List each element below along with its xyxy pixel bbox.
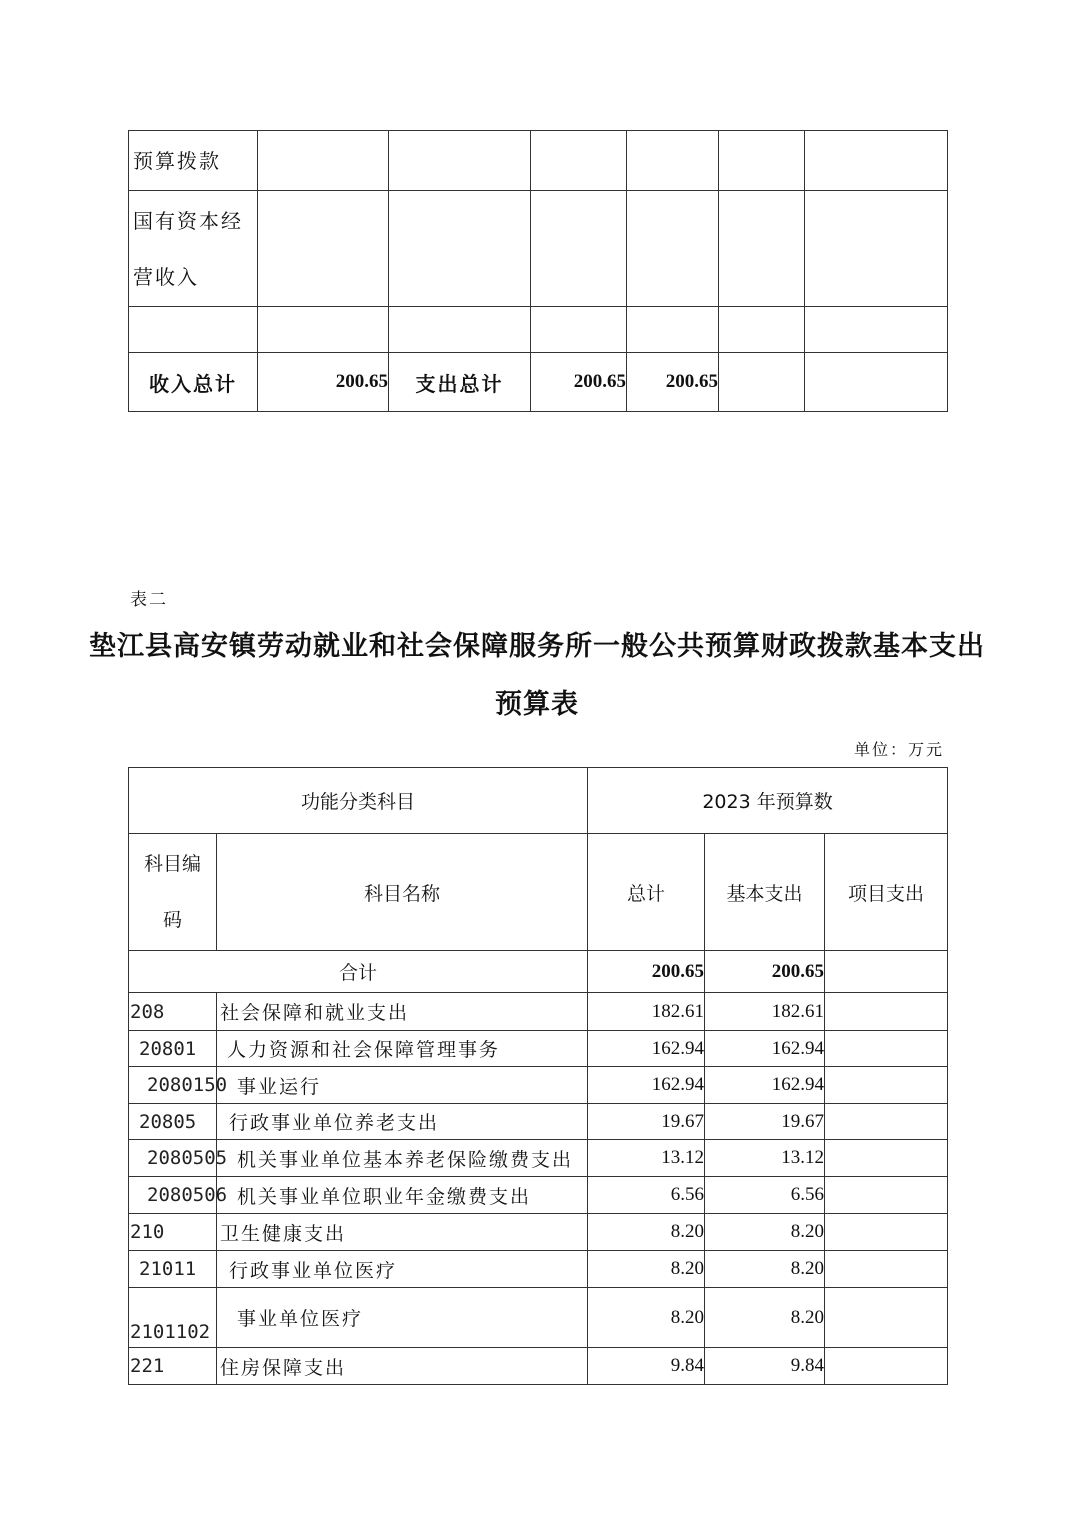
sum-basic: 200.65	[705, 951, 825, 993]
table-row	[129, 1251, 948, 1288]
row-label: 国有资本经 营收入	[129, 191, 258, 307]
table-row	[129, 1177, 948, 1214]
value-total: 6.56	[588, 1177, 705, 1214]
header-row	[129, 768, 948, 834]
table-row	[129, 1140, 948, 1177]
value-basic: 19.67	[705, 1104, 825, 1140]
table-row	[129, 1104, 948, 1140]
value-basic: 8.20	[705, 1214, 825, 1251]
column-header-total: 总计	[588, 834, 705, 951]
value-project	[825, 1104, 948, 1140]
value-project	[825, 993, 948, 1031]
table-row	[129, 1031, 948, 1067]
subject-code: 210	[129, 1214, 217, 1251]
table-row	[129, 307, 948, 353]
page-title: 垫江县高安镇劳动就业和社会保障服务所一般公共预算财政拨款基本支出	[89, 631, 985, 662]
subject-name: 机关事业单位职业年金缴费支出	[217, 1177, 588, 1214]
value-project	[825, 1031, 948, 1067]
value-basic: 13.12	[705, 1140, 825, 1177]
header-row	[129, 834, 948, 951]
table-row	[129, 1288, 948, 1348]
sum-total: 200.65	[588, 951, 705, 993]
income-total-value: 200.65	[258, 353, 389, 412]
total-row	[129, 353, 948, 412]
table-row	[129, 1214, 948, 1251]
column-header-project: 项目支出	[825, 834, 948, 951]
value-total: 182.61	[588, 993, 705, 1031]
table-row	[129, 191, 948, 307]
value-total: 8.20	[588, 1214, 705, 1251]
value-total: 8.20	[588, 1251, 705, 1288]
column-group-header: 2023 年预算数	[588, 768, 948, 834]
income-expense-table	[128, 130, 948, 412]
expense-total-label: 支出总计	[389, 353, 531, 412]
subject-name: 行政事业单位医疗	[217, 1251, 588, 1288]
column-group-header: 功能分类科目	[129, 768, 588, 834]
income-total-label: 收入总计	[129, 353, 258, 412]
table-row	[129, 993, 948, 1031]
subject-name: 事业运行	[217, 1067, 588, 1104]
subject-code: 20805	[129, 1104, 217, 1140]
table-row	[129, 131, 948, 191]
column-header-name: 科目名称	[217, 834, 588, 951]
subject-name: 人力资源和社会保障管理事务	[217, 1031, 588, 1067]
subject-name: 住房保障支出	[217, 1348, 588, 1385]
value-total: 9.84	[588, 1348, 705, 1385]
value-project	[825, 1140, 948, 1177]
subject-code: 20801	[129, 1031, 217, 1067]
subject-code: 2101102	[129, 1288, 217, 1348]
unit-label: 单位：万元	[853, 740, 944, 759]
table-row	[129, 1067, 948, 1104]
value-project	[825, 1348, 948, 1385]
subject-code: 2080150	[129, 1067, 217, 1104]
subject-code: 208	[129, 993, 217, 1031]
subject-code: 21011	[129, 1251, 217, 1288]
value-total: 19.67	[588, 1104, 705, 1140]
expense-total-value: 200.65	[627, 353, 719, 412]
subject-name: 行政事业单位养老支出	[217, 1104, 588, 1140]
value-total: 13.12	[588, 1140, 705, 1177]
value-basic: 182.61	[705, 993, 825, 1031]
row-label: 预算拨款	[129, 131, 258, 191]
value-total: 162.94	[588, 1067, 705, 1104]
sum-label: 合计	[129, 951, 588, 993]
value-total: 162.94	[588, 1031, 705, 1067]
value-project	[825, 1251, 948, 1288]
value-basic: 8.20	[705, 1251, 825, 1288]
value-project	[825, 1067, 948, 1104]
value-project	[825, 1288, 948, 1348]
column-header-code: 科目编 码	[129, 834, 217, 951]
subject-name: 社会保障和就业支出	[217, 993, 588, 1031]
subject-code: 2080505	[129, 1140, 217, 1177]
sum-row	[129, 951, 948, 993]
value-project	[825, 1214, 948, 1251]
subject-name: 事业单位医疗	[217, 1288, 588, 1348]
table-row	[129, 1348, 948, 1385]
expense-total-value: 200.65	[531, 353, 627, 412]
subject-code: 2080506	[129, 1177, 217, 1214]
subject-name: 卫生健康支出	[217, 1214, 588, 1251]
column-header-basic: 基本支出	[705, 834, 825, 951]
value-basic: 162.94	[705, 1031, 825, 1067]
sum-project	[825, 951, 948, 993]
value-basic: 9.84	[705, 1348, 825, 1385]
subject-code: 221	[129, 1348, 217, 1385]
value-project	[825, 1177, 948, 1214]
page-title-continued: 预算表	[495, 689, 579, 720]
value-basic: 162.94	[705, 1067, 825, 1104]
section-label: 表二	[130, 590, 168, 610]
value-basic: 6.56	[705, 1177, 825, 1214]
subject-name: 机关事业单位基本养老保险缴费支出	[217, 1140, 588, 1177]
value-basic: 8.20	[705, 1288, 825, 1348]
budget-table	[128, 767, 948, 1385]
value-total: 8.20	[588, 1288, 705, 1348]
